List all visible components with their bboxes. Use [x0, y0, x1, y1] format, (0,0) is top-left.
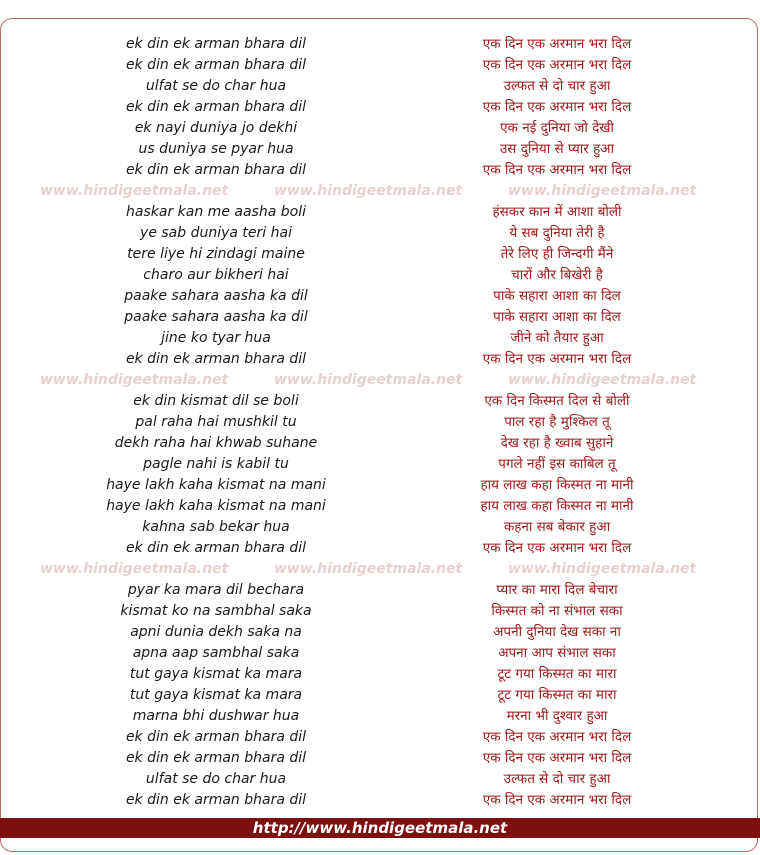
- roman-lyric-line: ek din ek arman bhara dil: [125, 99, 307, 115]
- watermark-text: www.hindigeetmala.net: [508, 183, 697, 199]
- roman-lyric-line: us duniya se pyar hua: [138, 141, 294, 157]
- roman-lyric-line: ek din ek arman bhara dil: [125, 792, 307, 808]
- hindi-lyric-line: एक दिन एक अरमान भरा दिल: [482, 99, 632, 115]
- hindi-lyric-line: उल्फत से दो चार हुआ: [503, 771, 611, 787]
- hindi-lyric-line: हंसकर कान में आशा बोली: [492, 204, 622, 220]
- hindi-lyric-line: किस्मत को ना संभाल सका: [491, 603, 623, 619]
- roman-lyric-line: ek din ek arman bhara dil: [125, 540, 307, 556]
- hindi-lyric-line: अपनी दुनिया देख सका ना: [493, 624, 621, 640]
- hindi-lyric-line: देख रहा है ख्वाब सुहाने: [500, 435, 614, 451]
- roman-lyric-line: charo aur bikheri hai: [143, 267, 289, 283]
- roman-lyric-line: haye lakh kaha kismat na mani: [106, 498, 326, 514]
- hindi-lyric-line: एक नई दुनिया जो देखी: [500, 120, 614, 136]
- roman-lyric-line: ek din ek arman bhara dil: [125, 36, 307, 52]
- roman-lyric-line: ye sab duniya teri hai: [140, 225, 292, 241]
- hindi-lyric-line: एक दिन एक अरमान भरा दिल: [482, 351, 632, 367]
- hindi-lyric-line: एक दिन एक अरमान भरा दिल: [482, 57, 632, 73]
- hindi-lyric-line: हाय लाख कहा किस्मत ना मानी: [480, 477, 634, 493]
- hindi-lyric-line: चारों और बिखेरी है: [511, 267, 603, 283]
- roman-lyric-line: pyar ka mara dil bechara: [127, 582, 305, 598]
- roman-lyric-line: tut gaya kismat ka mara: [129, 687, 303, 703]
- roman-lyric-line: ek din ek arman bhara dil: [125, 57, 307, 73]
- watermark-row: [0, 181, 760, 202]
- hindi-lyric-line: अपना आप संभाल सका: [498, 645, 616, 661]
- roman-lyric-line: ek din ek arman bhara dil: [125, 351, 307, 367]
- watermark-text: www.hindigeetmala.net: [508, 372, 697, 388]
- hindi-lyric-line: कहना सब बेकार हुआ: [503, 519, 611, 535]
- roman-lyric-line: tut gaya kismat ka mara: [129, 666, 303, 682]
- roman-lyrics-column: [40, 34, 392, 811]
- roman-lyric-line: ek din kismat dil se boli: [133, 393, 299, 409]
- roman-lyric-line: ek nayi duniya jo dekhi: [134, 120, 298, 136]
- hindi-lyric-line: पगले नहीं इस काबिल तू: [498, 456, 616, 472]
- roman-lyric-line: ulfat se do char hua: [145, 78, 287, 94]
- roman-lyric-line: apni dunia dekh saka na: [130, 624, 302, 640]
- watermark-row: [0, 370, 760, 391]
- hindi-lyric-line: एक दिन एक अरमान भरा दिल: [482, 750, 632, 766]
- hindi-lyric-line: पाके सहारा आशा का दिल: [493, 288, 621, 304]
- hindi-lyric-line: जीने को तैयार हुआ: [510, 330, 604, 346]
- roman-lyric-line: ulfat se do char hua: [145, 771, 287, 787]
- hindi-lyric-line: एक दिन एक अरमान भरा दिल: [482, 729, 632, 745]
- hindi-lyric-line: एक दिन एक अरमान भरा दिल: [482, 792, 632, 808]
- hindi-lyric-line: हाय लाख कहा किस्मत ना मानी: [480, 498, 634, 514]
- roman-lyric-line: haskar kan me aasha boli: [126, 204, 306, 220]
- roman-lyric-line: paake sahara aasha ka dil: [124, 309, 308, 325]
- hindi-lyric-line: तेरे लिए ही जिन्दगी मैंने: [500, 246, 614, 262]
- hindi-lyrics-column: [392, 34, 722, 811]
- watermark-text: www.hindigeetmala.net: [40, 372, 229, 388]
- roman-lyric-line: jine ko tyar hua: [161, 330, 271, 346]
- hindi-lyric-line: पाके सहारा आशा का दिल: [493, 309, 621, 325]
- hindi-lyric-line: प्यार का मारा दिल बेचारा: [496, 582, 618, 598]
- roman-lyric-line: haye lakh kaha kismat na mani: [106, 477, 326, 493]
- hindi-lyric-line: ये सब दुनिया तेरी है: [509, 225, 605, 241]
- hindi-lyric-line: एक दिन किस्मत दिल से बोली: [484, 393, 630, 409]
- roman-lyric-line: pagle nahi is kabil tu: [143, 456, 289, 472]
- roman-lyric-line: dekh raha hai khwab suhane: [114, 435, 318, 451]
- footer-url-bar[interactable]: [0, 818, 760, 838]
- roman-lyric-line: marna bhi dushwar hua: [132, 708, 300, 724]
- roman-lyric-line: ek din ek arman bhara dil: [125, 729, 307, 745]
- hindi-lyric-line: पाल रहा है मुश्किल तू: [504, 414, 610, 430]
- hindi-lyric-line: एक दिन एक अरमान भरा दिल: [482, 36, 632, 52]
- hindi-lyric-line: एक दिन एक अरमान भरा दिल: [482, 540, 632, 556]
- roman-lyric-line: kahna sab bekar hua: [142, 519, 290, 535]
- watermark-text: www.hindigeetmala.net: [274, 561, 463, 577]
- hindi-lyric-line: उस दुनिया से प्यार हुआ: [499, 141, 615, 157]
- watermark-row: [0, 559, 760, 580]
- watermark-text: www.hindigeetmala.net: [40, 183, 229, 199]
- roman-lyric-line: pal raha hai mushkil tu: [135, 414, 297, 430]
- hindi-lyric-line: टूट गया किस्मत का मारा: [497, 666, 617, 682]
- hindi-lyric-line: मरना भी दुश्वार हुआ: [506, 708, 608, 724]
- roman-lyric-line: paake sahara aasha ka dil: [124, 288, 308, 304]
- footer-url-link[interactable]: http://www.hindigeetmala.net: [252, 819, 508, 837]
- hindi-lyric-line: एक दिन एक अरमान भरा दिल: [482, 162, 632, 178]
- watermark-text: www.hindigeetmala.net: [40, 561, 229, 577]
- hindi-lyric-line: उल्फत से दो चार हुआ: [503, 78, 611, 94]
- watermark-text: www.hindigeetmala.net: [274, 372, 463, 388]
- watermark-text: www.hindigeetmala.net: [274, 183, 463, 199]
- roman-lyric-line: ek din ek arman bhara dil: [125, 750, 307, 766]
- hindi-lyric-line: टूट गया किस्मत का मारा: [497, 687, 617, 703]
- roman-lyric-line: kismat ko na sambhal saka: [120, 603, 312, 619]
- roman-lyric-line: ek din ek arman bhara dil: [125, 162, 307, 178]
- roman-lyric-line: apna aap sambhal saka: [132, 645, 300, 661]
- roman-lyric-line: tere liye hi zindagi maine: [127, 246, 305, 262]
- watermark-text: www.hindigeetmala.net: [508, 561, 697, 577]
